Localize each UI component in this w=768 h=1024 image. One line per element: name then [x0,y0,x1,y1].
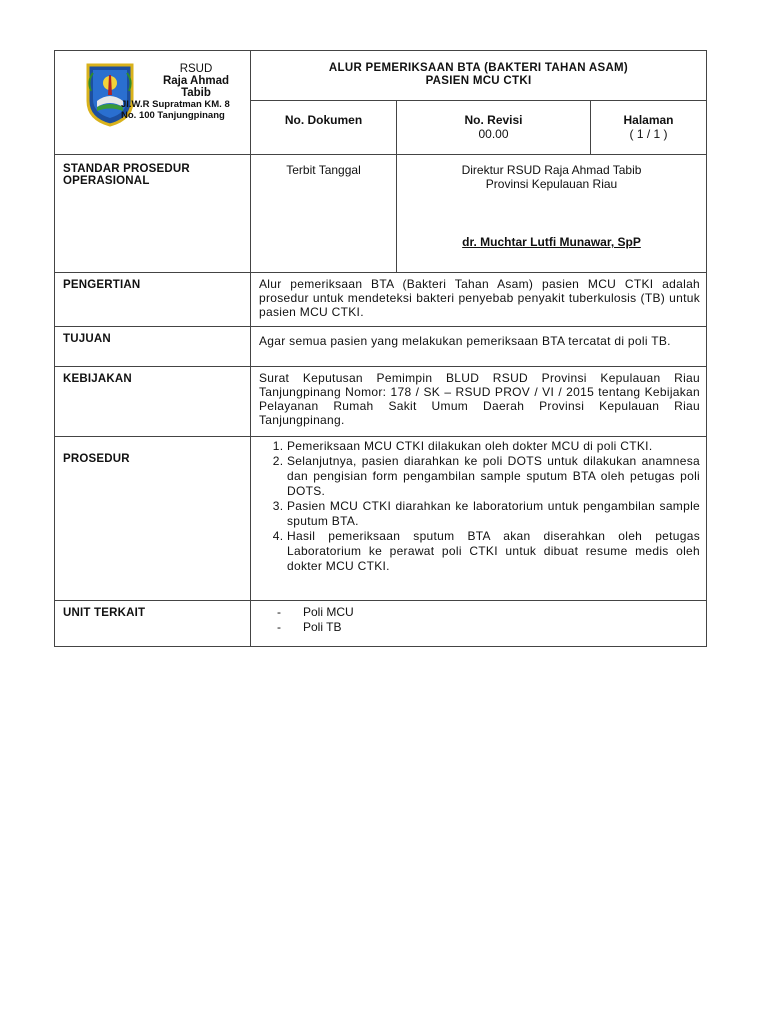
prosedur-label: PROSEDUR [63,453,130,465]
org-name-line2: Raja Ahmad [162,75,230,87]
document-title-line2: PASIEN MCU CTKI [425,75,532,87]
list-dash: - [277,605,281,619]
kebijakan-content: Surat Keputusan Pemimpin BLUD RSUD Provinsi Kepulauan Riau Tanjungpinang Nomor: 178 / SK – RSUD PROV / VI / 2015 tentang Kebijakan Pelayanan Rumah Sakit Umum Daerah Provinsi Kepulauan Riau Tanjungpinang. [251,367,707,437]
unit-terkait-list [259,605,700,635]
director-title-line1: Direktur RSUD Raja Ahmad Tabib [461,163,642,177]
address-line1: Jl.W.R Supratman KM. 8 [121,99,230,110]
no-revisi-value: 00.00 [478,127,509,141]
halaman-label: Halaman [623,113,674,127]
prosedur-step: 2. Selanjutnya, pasien diarahkan ke poli DOTS untuk dilakukan anamnesa dan pengisian form pengambilan sample sputum BTA oleh petugas poli DOTS. [287,454,700,499]
no-revisi-cell [397,101,591,155]
address-line2: No. 100 Tanjungpinang [121,110,225,121]
unit-item [277,605,700,620]
kebijakan-label: KEBIJAKAN [63,373,132,385]
header-logo-cell [55,51,251,155]
terbit-cell [251,155,397,273]
document-title-line1: ALUR PEMERIKSAAN BTA (BAKTERI TAHAN ASAM) [328,62,629,74]
prosedur-step: 3. Pasien MCU CTKI diarahkan ke laboratorium untuk pengambilan sample sputum BTA. [287,499,700,529]
terbit-label: Terbit Tanggal [286,163,361,177]
pengertian-label-cell [55,273,251,327]
tujuan-content: Agar semua pasien yang melakukan pemeriksaan BTA tercatat di poli TB. [251,327,707,367]
pengertian-label: PENGERTIAN [63,279,141,291]
spo-label: STANDAR PROSEDUR OPERASIONAL [63,163,190,187]
document-title-cell [251,51,707,101]
spo-label-cell [55,155,251,273]
unit-item-label: Poli MCU [303,605,354,619]
unit-terkait-content [251,601,707,647]
halaman-value: ( 1 / 1 ) [629,127,668,141]
pengertian-content: Alur pemeriksaan BTA (Bakteri Tahan Asam) pasien MCU CTKI adalah prosedur untuk mendeteksi bakteri penyebab penyakit tuberkulosis (TB) untuk pasien MCU CTKI. [251,273,707,327]
prosedur-content [251,437,707,601]
prosedur-step: 4. Hasil pemeriksaan sputum BTA akan diserahkan oleh petugas Laboratorium ke perawat poli CTKI untuk dibuat resume medis oleh dokter MCU CTKI. [287,529,700,574]
org-name-line1: RSUD [179,63,213,75]
list-dash: - [277,620,281,634]
unit-item [277,620,700,635]
director-cell [397,155,707,273]
unit-terkait-label: UNIT TERKAIT [63,607,146,619]
director-title-line2: Provinsi Kepulauan Riau [485,177,618,191]
sop-document-table [54,50,707,647]
prosedur-step: 1. Pemeriksaan MCU CTKI dilakukan oleh dokter MCU di poli CTKI. [287,439,700,454]
prosedur-steps-list [259,439,700,574]
halaman-cell [591,101,707,155]
unit-terkait-label-cell [55,601,251,647]
tujuan-label: TUJUAN [63,333,111,345]
org-name-line3: Tabib [181,87,211,99]
no-dokumen-label: No. Dokumen [284,113,363,127]
tujuan-label-cell [55,327,251,367]
unit-item-label: Poli TB [303,620,342,634]
hospital-identity [121,63,251,121]
no-dokumen-cell [251,101,397,155]
no-revisi-label: No. Revisi [464,113,523,127]
prosedur-label-cell [55,437,251,601]
kebijakan-label-cell [55,367,251,437]
director-signature-name: dr. Muchtar Lutfi Munawar, SpP [462,235,641,249]
